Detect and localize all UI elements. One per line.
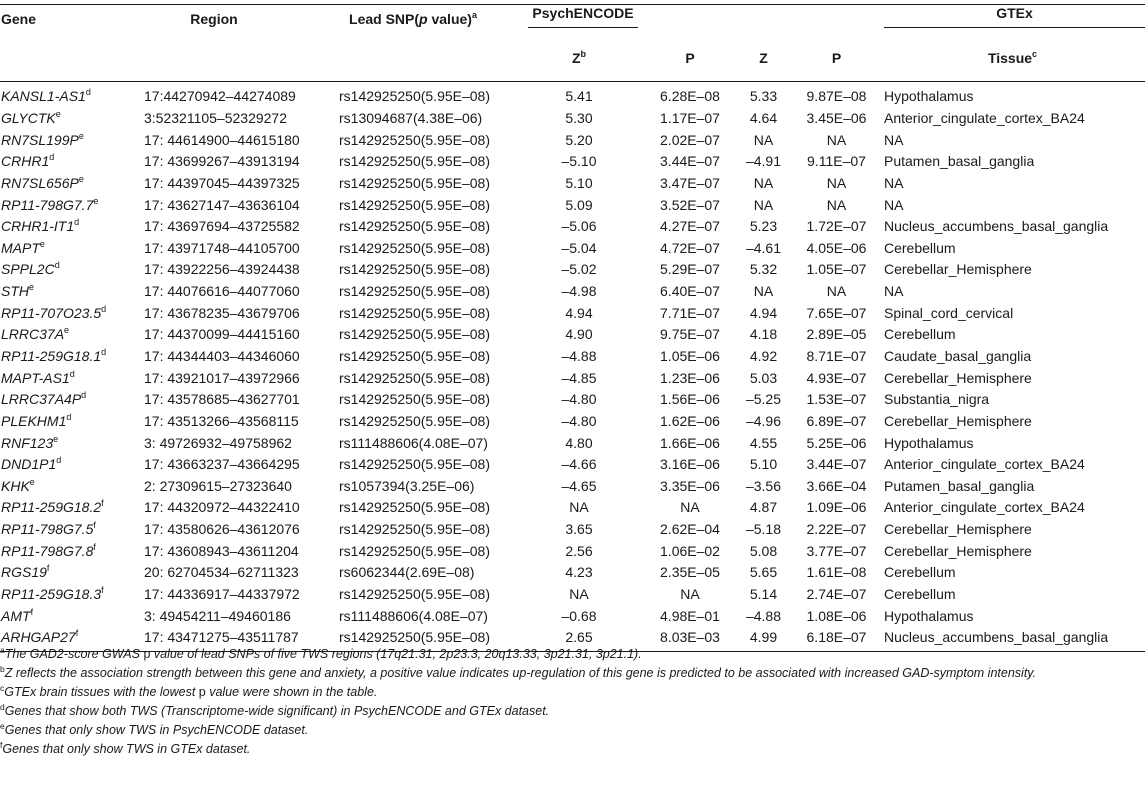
cell-tissue: NA (884, 174, 904, 191)
footnote-d: $^d$Genes that show both TWS (Transcriptome-wide significant) in PsychENCODE and GTEx dataset. (0, 702, 550, 718)
cell-p-gtex: 2.22E–07 (806, 521, 867, 538)
table-row (0, 281, 1145, 303)
header-region-blank (114, 44, 314, 82)
table-row (0, 584, 1145, 606)
cell-z-gtex: 4.18 (749, 326, 778, 343)
cell-gene: PLEKHM1$^d$ (1, 411, 72, 429)
cell-gene: RP11-798G7.7e (1, 195, 99, 213)
cell-tissue: Nucleus_accumbens_basal_ganglia (880, 627, 1145, 651)
cell-z-psychencode: –5.10 (561, 153, 597, 170)
cell-p-gtex: 6.89E–07 (806, 412, 867, 429)
cell-z-psychencode: –4.80 (561, 412, 597, 429)
cell-tissue: Hypothalamus (884, 88, 974, 105)
cell-p-gtex: 9.87E–08 (806, 88, 867, 105)
cell-gene: RGS19$^f$ (1, 563, 50, 581)
cell-z-psychencode: –5.04 (561, 239, 597, 256)
footnote-mark: d (81, 390, 87, 401)
cell-z-psychencode: 2.65 (512, 627, 646, 651)
cell-gene: $RN7SL199P^e$ (1, 130, 84, 148)
cell-p-psychencode: 3.47E–07 (660, 174, 720, 191)
cell-gene: RP11-798G7.5$^f$ (1, 520, 96, 538)
cell-gene: KHK$^e$ (1, 476, 35, 494)
cell-p-gtex: 1.72E–07 (806, 218, 867, 235)
table-row (0, 324, 1145, 346)
cell-lead-snp: rs142925250(5.95E–08) (339, 239, 491, 256)
cell-tissue: Hypothalamus (884, 607, 974, 624)
cell-gene: $SPPL2C^d$ (1, 260, 60, 278)
header-psychencode: PsychENCODE (512, 5, 646, 45)
footnote-mark: e (78, 173, 84, 184)
cell-region: 17: 43578685–43627701 (144, 391, 300, 408)
cell-p-gtex: 2.89E–05 (806, 326, 867, 343)
cell-z-gtex: –3.56 (745, 477, 782, 494)
cell-tissue: Anterior_cingulate_cortex_BA24 (884, 109, 1085, 126)
cell-tissue: Caudate_basal_ganglia (884, 348, 1032, 364)
footnote-mark: d (101, 347, 107, 357)
cell-lead-snp: rs142925250(5.95E–08) (339, 542, 491, 559)
cell-z-gtex: 5.08 (749, 542, 778, 559)
footnote-mark: d (54, 260, 60, 271)
cell-gene: AMT$^f$ (1, 606, 34, 624)
cell-z-psychencode: –5.06 (561, 218, 597, 235)
cell-p-gtex: 1.05E–07 (806, 261, 867, 278)
footnote-b: $^b$Z reflects the association strength between this gene and anxiety, a positive value indicates up-regulation of this gene is predicted to be associated with increased GAD-symptom intensity. (0, 664, 1037, 680)
cell-z-gtex: 5.65 (749, 564, 778, 581)
cell-p-psychencode: NA (680, 499, 700, 516)
cell-tissue: NA (884, 283, 904, 300)
cell-z-gtex: NA (753, 196, 774, 213)
cell-p-gtex: NA (826, 196, 847, 213)
cell-gene: RP11-798G7.8$^f$ (1, 541, 96, 559)
header-lead-snp: Lead SNP(p value)$^a$ (314, 5, 512, 45)
cell-region: 17: 44076616–44077060 (144, 283, 300, 300)
cell-lead-snp: rs13094687(4.38E–06) (339, 109, 483, 126)
cell-z-gtex: 4.94 (749, 304, 778, 321)
footnotes (0, 645, 1140, 759)
table-row (0, 367, 1145, 389)
cell-p-psychencode: 1.06E–02 (660, 542, 720, 559)
cell-p-gtex: 9.11E–07 (807, 153, 866, 170)
cell-p-gtex: 3.44E–07 (806, 456, 867, 473)
footnote-mark: d (101, 303, 107, 314)
header-gene-blank (0, 44, 114, 82)
table-row (0, 216, 1145, 238)
footnote-mark: e (29, 282, 35, 293)
cell-tissue: Cerebellar_Hemisphere (884, 412, 1032, 429)
cell-region: 17:44270942–44274089 (144, 88, 296, 105)
cell-tissue: Spinal_cord_cervical (884, 304, 1014, 321)
cell-p-psychencode: 7.71E–07 (660, 304, 720, 321)
table-row (0, 519, 1145, 541)
footnote-mark: e (78, 130, 84, 141)
table-body (0, 82, 1145, 652)
cell-region: 17: 44370099–44415160 (144, 326, 300, 343)
cell-p-gtex: NA (826, 283, 847, 300)
cell-p-psychencode: 6.28E–08 (660, 88, 720, 105)
footnote-mark: f (30, 606, 34, 617)
table-row (0, 454, 1145, 476)
footnote-mark: f (93, 541, 96, 552)
cell-lead-snp: rs142925250(5.95E–08) (339, 304, 491, 321)
footnote-mark: d (69, 368, 75, 379)
cell-tissue: Cerebellum (884, 326, 956, 343)
cell-z-gtex: –5.18 (745, 521, 782, 538)
cell-tissue: Putamen_basal_ganglia (884, 153, 1035, 170)
cell-tissue: Nucleus_accumbens_basal_ganglia (884, 218, 1109, 235)
cell-lead-snp: rs142925250(5.95E–08) (339, 218, 491, 235)
cell-z-psychencode: –4.80 (561, 391, 597, 408)
table-row (0, 173, 1145, 195)
cell-z-gtex: –4.61 (745, 239, 782, 256)
cell-p-gtex: 1.09E–06 (806, 499, 867, 516)
cell-p-psychencode: 5.29E–07 (660, 261, 720, 278)
cell-z-psychencode: 4.94 (565, 304, 593, 321)
cell-p-psychencode: 2.62E–04 (660, 521, 720, 538)
cell-p-gtex: 7.65E–07 (806, 304, 867, 321)
cell-p-gtex: 3.66E–04 (806, 477, 867, 494)
cell-region: 17: 43663237–43664295 (144, 456, 300, 473)
cell-lead-snp: rs142925250(5.95E–08) (339, 153, 491, 170)
cell-z-psychencode: 5.41 (565, 88, 593, 105)
cell-region: 17: 43513266–43568115 (144, 412, 299, 429)
footnote-mark: f (101, 585, 104, 596)
cell-p-psychencode: 2.02E–07 (660, 131, 720, 148)
cell-region: 17: 43471275–43511787 (114, 627, 314, 651)
cell-region: 17: 43608943–43611204 (144, 542, 299, 559)
table-row (0, 389, 1145, 411)
cell-p-psychencode: 6.40E–07 (660, 283, 720, 300)
cell-p-gtex: 3.45E–06 (806, 109, 867, 126)
cell-z-psychencode: 4.90 (565, 326, 593, 343)
cell-p-gtex: 2.74E–07 (806, 586, 867, 603)
footnote-mark: f (46, 563, 50, 574)
cell-lead-snp: rs142925250(5.95E–08) (339, 499, 491, 516)
cell-region: 17: 44614900–44615180 (144, 131, 300, 148)
cell-z-gtex: NA (753, 283, 774, 300)
cell-z-gtex: –4.96 (745, 412, 782, 429)
cell-p-gtex: 1.53E–07 (806, 391, 867, 408)
cell-gene: STH$^e$ (1, 282, 35, 300)
cell-z-psychencode: 2.56 (565, 542, 593, 559)
table-row (0, 237, 1145, 259)
cell-tissue: Substantia_nigra (884, 391, 990, 408)
table-row (0, 129, 1145, 151)
table-row (0, 259, 1145, 281)
cell-region: 20: 62704534–62711323 (144, 564, 299, 581)
footnote-mark: f (75, 628, 79, 639)
cell-p-psychencode: 1.23E–06 (660, 369, 720, 386)
cell-region: 2: 27309615–27323640 (144, 477, 292, 494)
cell-lead-snp: rs142925250(5.95E–08) (339, 88, 491, 105)
header-blank-z (734, 5, 793, 45)
cell-lead-snp: rs142925250(5.95E–08) (339, 348, 491, 364)
cell-z-psychencode: –0.68 (561, 607, 597, 624)
cell-tissue: Anterior_cingulate_cortex_BA24 (884, 456, 1085, 473)
cell-gene: DND1P1$^d$ (1, 455, 62, 473)
cell-region: 17: 43627147–43636104 (144, 196, 300, 213)
cell-p-gtex: 1.61E–08 (806, 564, 867, 581)
cell-lead-snp: rs142925250(5.95E–08) (339, 369, 491, 386)
cell-z-gtex: 4.99 (734, 627, 793, 651)
cell-p-psychencode: 2.35E–05 (660, 564, 720, 581)
cell-z-psychencode: –4.85 (561, 369, 597, 386)
header-gene: Gene (0, 5, 114, 45)
cell-p-psychencode: 4.98E–01 (660, 607, 720, 624)
header-region: Region (114, 5, 314, 45)
cell-tissue: Cerebellum (884, 586, 956, 603)
cell-gene: CRHR1-IT1$^d$ (1, 217, 80, 235)
cell-p-psychencode: 1.56E–06 (660, 391, 720, 408)
cell-z-psychencode: –4.66 (561, 456, 597, 473)
cell-z-gtex: 4.64 (749, 109, 778, 126)
footnote-mark: d (56, 455, 62, 466)
cell-z-gtex: 4.55 (749, 434, 778, 451)
table-row (0, 151, 1145, 173)
cell-z-gtex: 4.87 (749, 499, 778, 516)
table-row (0, 82, 1145, 108)
cell-z-psychencode: 5.10 (565, 174, 593, 191)
cell-gene: $LRRC37A^e$ (1, 325, 70, 343)
cell-lead-snp: rs142925250(5.95E–08) (339, 391, 491, 408)
cell-z-psychencode: 5.09 (565, 196, 593, 213)
results-table (0, 4, 1145, 652)
header-gtex: GTEx (880, 5, 1145, 45)
cell-z-psychencode: –4.65 (561, 477, 597, 494)
cell-z-gtex: 4.92 (749, 348, 778, 364)
cell-lead-snp: rs111488606(4.08E–07) (339, 607, 488, 624)
table-row (0, 497, 1145, 519)
cell-p-gtex: NA (826, 174, 847, 191)
cell-lead-snp: rs142925250(5.95E–08) (339, 326, 491, 343)
cell-z-gtex: NA (753, 131, 774, 148)
cell-p-gtex: 6.18E–07 (793, 627, 880, 651)
footnote-mark: f (101, 498, 104, 509)
cell-z-psychencode: NA (569, 586, 589, 603)
footnote-mark: d (66, 411, 72, 422)
cell-gene: ARHGAP27$^f$ (0, 627, 114, 651)
table-row (0, 432, 1145, 454)
table-row (0, 476, 1145, 498)
header-p-psychencode: P (646, 44, 734, 82)
cell-z-psychencode: 5.30 (565, 109, 593, 126)
cell-p-psychencode: NA (680, 586, 700, 603)
cell-p-gtex: 4.05E–06 (806, 239, 867, 256)
cell-lead-snp: rs142925250(5.95E–08) (339, 456, 491, 473)
cell-p-psychencode: 8.03E–03 (646, 627, 734, 651)
cell-z-psychencode: –5.02 (561, 261, 597, 278)
cell-p-psychencode: 4.72E–07 (660, 239, 720, 256)
table-row (0, 562, 1145, 584)
table-header (0, 5, 1145, 82)
cell-gene: RP11-707O23.5$^d$ (1, 303, 107, 321)
cell-z-gtex: 5.32 (749, 261, 778, 278)
cell-lead-snp: rs142925250(5.95E–08) (339, 521, 491, 538)
cell-tissue: Cerebellar_Hemisphere (884, 369, 1032, 386)
header-blank-p (646, 5, 734, 45)
footnote-mark: d (85, 87, 91, 98)
cell-region: 3: 49454211–49460186 (144, 607, 291, 624)
table-row (0, 108, 1145, 130)
footnote-mark: d (49, 152, 55, 163)
footnote-mark: e (64, 325, 70, 336)
cell-region: 3: 49726932–49758962 (144, 434, 292, 451)
cell-lead-snp: rs6062344(2.69E–08) (339, 564, 475, 581)
footnote-mark: f (93, 520, 96, 531)
cell-z-gtex: 5.10 (749, 456, 778, 473)
cell-p-psychencode: 3.52E–07 (660, 196, 720, 213)
table-row (0, 411, 1145, 433)
header-tissue: Tissue$^c$ (880, 44, 1145, 82)
cell-p-gtex: 5.25E–06 (806, 434, 867, 451)
cell-region: 17: 44344403–44346060 (144, 348, 300, 364)
cell-region: 17: 43971748–44105700 (144, 239, 300, 256)
table-row (0, 194, 1145, 216)
cell-lead-snp: rs142925250(5.95E–08) (339, 131, 491, 148)
cell-z-psychencode: NA (569, 499, 589, 516)
cell-lead-snp: rs142925250(5.95E–08) (339, 412, 491, 429)
cell-tissue: NA (884, 196, 904, 213)
cell-gene: MAPT-AS1$^d$ (1, 368, 75, 386)
cell-z-gtex: 5.33 (749, 88, 778, 105)
cell-p-psychencode: 1.05E–06 (660, 348, 720, 364)
cell-gene: RP11-259G18.2$^f$ (1, 498, 104, 516)
cell-p-psychencode: 3.16E–06 (660, 456, 720, 473)
cell-region: 17: 43921017–43972966 (144, 369, 300, 386)
footnote-mark: e (55, 108, 61, 119)
cell-lead-snp: rs142925250(5.95E–08) (339, 196, 491, 213)
header-z-gtex: Z (734, 44, 793, 82)
footnote-mark: d (74, 217, 80, 228)
cell-gene: RP11-259G18.1$^d$ (1, 347, 107, 364)
cell-p-psychencode: 1.62E–06 (660, 412, 720, 429)
cell-p-psychencode: 1.66E–06 (660, 434, 720, 451)
header-snp-blank (314, 44, 512, 82)
cell-z-gtex: –4.88 (745, 607, 782, 624)
cell-gene: $RN7SL656P^e$ (1, 173, 84, 191)
cell-region: 17: 44320972–44322410 (144, 499, 300, 516)
cell-tissue: Anterior_cingulate_cortex_BA24 (884, 499, 1085, 516)
cell-region: 17: 43922256–43924438 (144, 261, 300, 278)
cell-lead-snp: rs1057394(3.25E–06) (339, 477, 475, 494)
cell-tissue: Cerebellum (884, 239, 956, 256)
cell-p-psychencode: 4.27E–07 (660, 218, 720, 235)
header-z-psychencode: $Z^b$ (512, 44, 646, 82)
cell-p-gtex: 1.08E–06 (806, 607, 867, 624)
cell-p-gtex: 8.71E–07 (806, 348, 867, 364)
cell-region: 17: 43699267–43913194 (144, 153, 300, 170)
cell-z-gtex: –5.25 (745, 391, 782, 408)
cell-z-gtex: 5.03 (749, 369, 778, 386)
footnote-mark: e (53, 433, 59, 444)
cell-p-psychencode: 3.44E–07 (660, 153, 720, 170)
cell-z-gtex: NA (753, 174, 774, 191)
cell-tissue: NA (884, 131, 904, 148)
cell-p-gtex: 4.93E–07 (806, 369, 867, 386)
header-blank-p2 (793, 5, 880, 45)
header-p-gtex: P (793, 44, 880, 82)
cell-region: 17: 43580626–43612076 (144, 521, 300, 538)
table-row (0, 605, 1145, 627)
cell-p-psychencode: 9.75E–07 (660, 326, 720, 343)
cell-tissue: Cerebellar_Hemisphere (884, 542, 1032, 559)
cell-p-gtex: 3.77E–07 (806, 542, 867, 559)
cell-z-psychencode: 3.65 (565, 521, 593, 538)
cell-z-psychencode: 5.20 (565, 131, 593, 148)
cell-lead-snp: rs142925250(5.95E–08) (314, 627, 512, 651)
cell-gene: MAPT$^e$ (1, 238, 45, 256)
cell-z-gtex: 5.14 (749, 586, 778, 603)
cell-p-psychencode: 3.35E–06 (660, 477, 720, 494)
footnote-c: $^c$GTEx brain tissues with the lowest p value were shown in the table. (0, 683, 378, 699)
cell-lead-snp: rs142925250(5.95E–08) (339, 261, 491, 278)
cell-region: 17: 43678235–43679706 (144, 304, 300, 321)
cell-lead-snp: rs142925250(5.95E–08) (339, 586, 491, 603)
table-row (0, 302, 1145, 324)
cell-z-psychencode: 4.23 (565, 564, 593, 581)
cell-tissue: Cerebellar_Hemisphere (884, 261, 1032, 278)
cell-lead-snp: rs142925250(5.95E–08) (339, 283, 491, 300)
cell-lead-snp: rs142925250(5.95E–08) (339, 174, 491, 191)
cell-gene: GLYCTK$^e$ (1, 108, 61, 126)
cell-z-psychencode: 4.80 (565, 434, 593, 451)
cell-gene: RNF123e (1, 433, 59, 451)
cell-region: 17: 44336917–44337972 (144, 586, 300, 603)
cell-region: 3:52321105–52329272 (144, 109, 288, 126)
cell-region: 17: 44397045–44397325 (144, 174, 300, 191)
cell-gene: RP11-259G18.3$^f$ (1, 585, 104, 603)
footnote-mark: e (39, 238, 45, 249)
cell-tissue: Hypothalamus (884, 434, 974, 451)
cell-gene: KANSL1-AS1$^d$ (1, 87, 91, 105)
footnote-e: $^e$Genes that only show TWS in PsychENCODE dataset. (0, 721, 309, 737)
cell-region: 17: 43697694–43725582 (144, 218, 300, 235)
cell-z-psychencode: –4.98 (561, 283, 597, 300)
cell-z-psychencode: –4.88 (561, 348, 597, 364)
cell-p-gtex: NA (826, 131, 847, 148)
cell-z-gtex: –4.91 (745, 153, 782, 170)
cell-gene: CRHR1$^d$ (1, 152, 55, 170)
table-row (0, 540, 1145, 562)
cell-gene: $LRRC37A4P^d$ (1, 390, 87, 408)
footnote-mark: e (93, 195, 99, 206)
table-row (0, 346, 1145, 368)
footnote-a: $^a$The GAD2-score GWAS p value of lead SNPs of five TWS regions (17q21.31, 2p23.3, 20q13.33, 3p21.31, 3p21.1). (0, 645, 642, 661)
cell-tissue: Cerebellum (884, 564, 956, 581)
cell-p-psychencode: 1.17E–07 (660, 109, 720, 126)
footnote-mark: e (29, 476, 35, 487)
cell-lead-snp: rs111488606(4.08E–07) (339, 434, 488, 451)
cell-tissue: Putamen_basal_ganglia (884, 477, 1035, 494)
cell-z-gtex: 5.23 (749, 218, 778, 235)
cell-tissue: Cerebellar_Hemisphere (884, 521, 1032, 538)
footnote-f: $^f$Genes that only show TWS in GTEx dataset. (0, 740, 251, 756)
